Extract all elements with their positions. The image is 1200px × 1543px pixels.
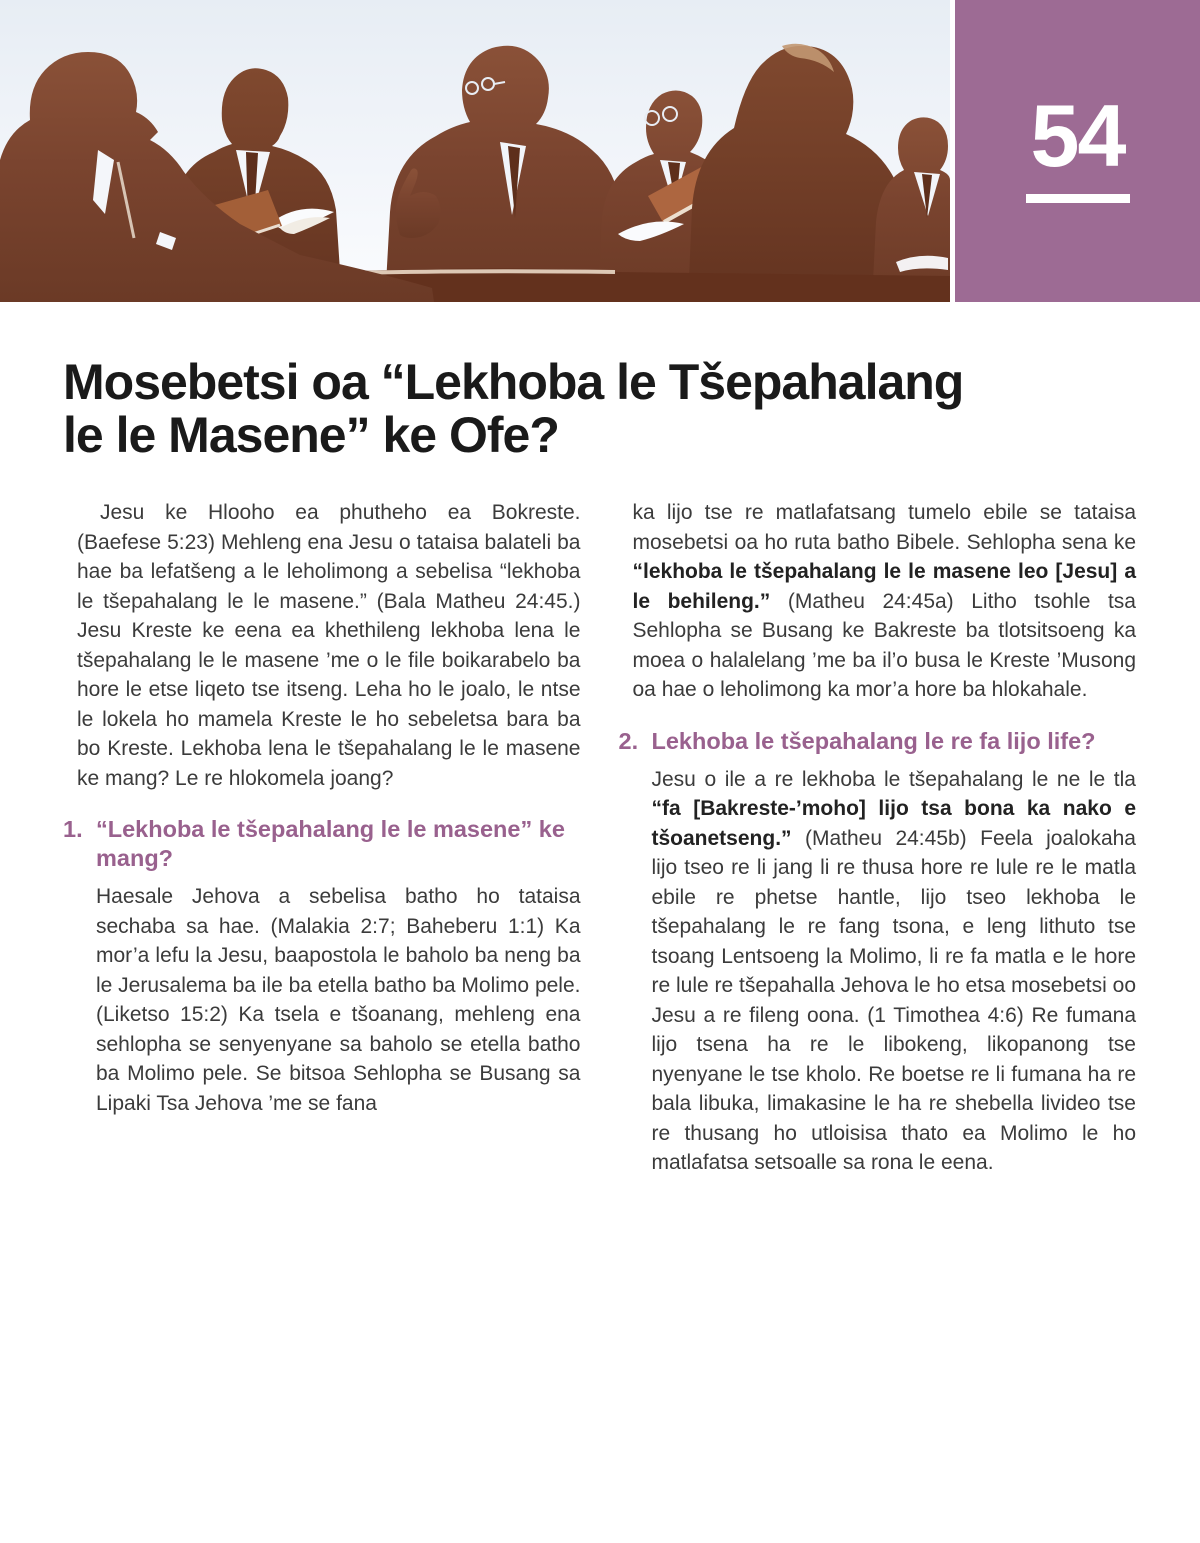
page-title-line-1: Mosebetsi oa “Lekhoba le Tšepahalang bbox=[63, 354, 964, 410]
section-1-heading bbox=[63, 815, 581, 873]
lesson-number: 54 bbox=[1030, 85, 1125, 185]
section-2-pre: Jesu o ile a re lekhoba le tšepahalang le ne le tla bbox=[651, 767, 1136, 791]
section-2 bbox=[619, 727, 1137, 1178]
page-header bbox=[0, 0, 1200, 302]
article-body bbox=[63, 498, 1136, 1178]
governing-body-meeting-illustration bbox=[0, 0, 950, 302]
section-2-title: Lekhoba le tšepahalang le re fa lijo life? bbox=[651, 727, 1096, 754]
intro-paragraph: Jesu ke Hlooho ea phutheho ea Bokreste. (Baefese 5:23) Mehleng ena Jesu o tataisa balateli ba hae ba lefatšeng a le leholimong a sebelisa “lekhoba le tšepahalang le le masene.” (Bala Matheu 24:45.) Jesu Kreste ke eena ea khethileng lekhoba lena le tšepahalang le le masene ’me o le file boikarabelo ba hore le etse liqeto tse itseng. Leha ho le joalo, le ntse le lokela ho mamela Kreste le ho sebeletsa bara ba bo Kreste. Lekhoba lena le tšepahalang le le masene ke mang? Le re hlokomela joang? bbox=[77, 501, 581, 790]
section-1-title: “Lekhoba le tšepahalang le le masene” ke mang? bbox=[96, 816, 565, 871]
intro-paragraph-continued bbox=[633, 498, 1137, 705]
section-1-number: 1. bbox=[63, 816, 83, 842]
intro-continued-post: (Matheu 24:45a) Litho tsohle tsa Sehlopha se Busang ke Bakreste ba tlotsitsoeng ka moea o halalelang ’me ba il’o busa le Kreste ’Musong oa hae o leholimong ka mor’a hore ba hlokahale. bbox=[632, 589, 1136, 701]
intro-continued-pre: ka lijo tse re matlafatsang tumelo ebile se tataisa mosebetsi oa ho ruta batho Bibele. Sehlopha sena ke bbox=[632, 501, 1136, 554]
section-2-post: (Matheu 24:45b) Feela joalokaha lijo tseo re li jang li re thusa hore re lule re le matla ebile re phetse hantle, lijo tseo lekhoba le tšepahalang le re fang tsona, e leng lithuto tse tsoang Lentsoeng la Molimo, li re fa matla e le hore re lule re tšepahalla Jehova le ho etsa mosebetsi oo Jesu a re fileng oona. (1 Timothea 4:6) Re fumana lijo tsena ha re le libokeng, likopanong tse nyenyane le tse kholo. Re boetse re li fumana ha re bala libuka, limakasine le ha re shebella livideo tse re thusang ho utloisisa thato ea Molimo le ho matlafatsa setsoalle sa rona le eena. bbox=[651, 826, 1136, 1174]
lesson-number-badge bbox=[955, 0, 1200, 302]
section-2-number: 2. bbox=[618, 727, 639, 754]
section-1-paragraph: Haesale Jehova a sebelisa batho ho tataisa sechaba sa hae. (Malakia 2:7; Baheberu 1:1) Ka mor’a lefu la Jesu, baapostola le baholo ba neng ba le Jerusalema ba ile ba etella batho ba Molimo pele. (Liketso 15:2) Ka tsela e tšoanang, mehleng ena sehlopha se senyenyane sa baholo se etella batho ba Molimo pele. Se bitsoa Sehlopha se Busang sa Lipaki Tsa Jehova ’me se fana bbox=[96, 885, 581, 1115]
intro-continued-bold-quote: “lekhoba le tšepahalang le le masene leo [Jesu] a le behileng.” bbox=[632, 560, 1136, 613]
section-2-paragraph bbox=[652, 765, 1137, 1178]
header-illustration bbox=[0, 0, 950, 302]
right-column bbox=[619, 498, 1137, 1178]
section-1 bbox=[63, 815, 581, 1118]
section-2-bold-quote: “fa [Bakreste-’moho] lijo tsa bona ka nako e tšoanetseng.” bbox=[651, 797, 1136, 850]
page-title-line-2: le le Masene” ke Ofe? bbox=[63, 407, 559, 463]
section-2-heading bbox=[619, 727, 1137, 756]
lesson-number-underline bbox=[1026, 194, 1130, 203]
page-title bbox=[63, 356, 1137, 462]
left-column bbox=[63, 498, 581, 1178]
